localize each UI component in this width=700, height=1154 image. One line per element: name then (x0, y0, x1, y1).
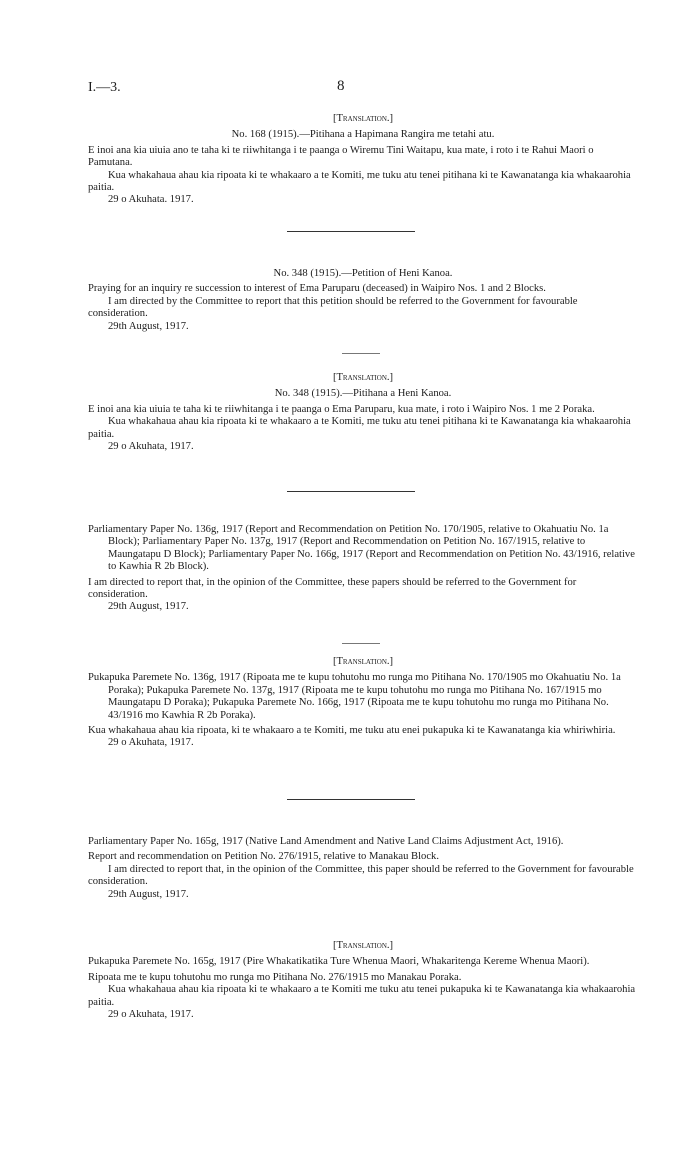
document-reference: I.—3. (88, 80, 121, 95)
section-divider (287, 231, 415, 232)
report-date: 29th August, 1917. (108, 888, 189, 900)
section-translation-168 (88, 113, 638, 207)
translation-heading: [Translation.] (332, 940, 394, 951)
petition-title: No. 348 (1915).—Pitihana a Heni Kanoa. (274, 388, 452, 400)
translation-heading: [Translation.] (332, 372, 394, 383)
committee-report: Kua whakahaua ahau kia ripoata ki te whakaaro a te Komiti, me tuku atu tenei pitihana ki te Kawanatanga kia whakaarohia paitia. (88, 416, 631, 440)
report-date: 29 o Akuhata. 1917. (108, 194, 194, 206)
section-translation-348 (88, 372, 638, 453)
paper-title: Parliamentary Paper No. 165g, 1917 (Native Land Amendment and Native Land Claims Adjustment Act, 1916). (88, 836, 564, 847)
petition-prayer: E inoi ana kia uiuia te taha ki te riiwhitanga i te paanga o Ema Paruparu, kua mate, i roto i Waipiro Nos. 1 me 2 Poraka. (88, 403, 595, 415)
section-petition-348 (88, 268, 638, 333)
translation-heading: [Translation.] (332, 113, 394, 124)
report-heading: Ripoata me te kupu tohutohu mo runga mo Pitihana No. 276/1915 mo Manakau Poraka. (88, 971, 462, 983)
committee-report: I am directed by the Committee to report that this petition should be referred to the Government for favourable consideration. (88, 295, 578, 320)
report-heading: Report and recommendation on Petition No. 276/1915, relative to Manakau Block. (88, 851, 439, 863)
section-divider (287, 799, 415, 800)
committee-report: Kua whakahaua ahau kia ripoata, ki te whakaaro a te Komiti, me tuku atu enei pukapuka ki te Kawanatanga kia whiriwhiria. (88, 725, 616, 737)
section-parliamentary-paper-165g (88, 836, 638, 901)
report-date: 29 o Akuhata, 1917. (108, 441, 194, 453)
paper-title: Pukapuka Paremete No. 136g, 1917 (Ripoata me te kupu tohutohu mo runga mo Pitihana No. 170/1905 mo Okahuatiu No. 1a Poraka); Pukapuka Paremete No. 137g, 1917 (Ripoata me te kupu tohutohu mo runga mo Pitihana No. 167/1915 mo Maungatapu D Poraka); Pukapuka Paremete No. 166g, 1917 (Ripoata me te kupu tohutohu mo runga mo Pitihana No. 43/1916 mo Kawhia R 2b Poraka). (88, 672, 621, 721)
translation-heading: [Translation.] (332, 656, 394, 667)
report-date: 29 o Akuhata, 1917. (108, 1009, 194, 1021)
page-number: 8 (337, 78, 345, 94)
report-date: 29 o Akuhata, 1917. (108, 737, 194, 749)
committee-report: Kua whakahaua ahau kia ripoata ki te whakaaro a te Komiti, me tuku atu tenei pitihana ki te Kawanatanga kia whakaarohia paitia. (88, 169, 631, 194)
petition-prayer: Praying for an inquiry re succession to interest of Ema Paruparu (deceased) in Waipiro Nos. 1 and 2 Blocks. (88, 283, 546, 295)
short-divider (342, 643, 380, 644)
petition-title: No. 168 (1915).—Pitihana a Hapimana Rangira me tetahi atu. (231, 129, 495, 141)
committee-report: I am directed to report that, in the opinion of the Committee, these papers should be referred to the Government for consideration. (88, 576, 577, 601)
report-date: 29th August, 1917. (108, 601, 189, 613)
paper-title: Parliamentary Paper No. 136g, 1917 (Report and Recommendation on Petition No. 170/1905, relative to Okahuatiu No. 1a Block); Parliamentary Paper No. 137g, 1917 (Report and Recommendation on Petition No. 167/1915, relative to Maungatapu D Block); Parliamentary Paper No. 166g, 1917 (Report and Recommendation on Petition No. 43/1916, relative to Kawhia R 2b Block). (88, 524, 635, 573)
committee-report: I am directed to report that, in the opinion of the Committee, this paper should be referred to the Government for favourable consideration. (88, 863, 634, 888)
section-divider (287, 491, 415, 492)
section-pukapuka-paremete-136g (88, 656, 638, 750)
petition-title: No. 348 (1915).—Petition of Heni Kanoa. (273, 268, 453, 279)
paper-title: Pukapuka Paremete No. 165g, 1917 (Pire Whakatikatika Ture Whenua Maori, Whakaritenga Kereme Whenua Maori). (88, 956, 590, 968)
petition-prayer: E inoi ana kia uiuia ano te taha ki te riiwhitanga i te paanga o Wiremu Tini Waitapu, kua mate, i roto i te Rahui Maori o Pamutana. (88, 144, 594, 169)
section-parliamentary-papers-136g (88, 524, 638, 614)
committee-report: Kua whakahaua ahau kia ripoata ki te whakaaro a te Komiti me tuku atu tenei pukapuka ki te Kawanatanga kia whakaarohia paitia. (88, 984, 636, 1008)
section-pukapuka-paremete-165g (88, 940, 638, 1021)
short-divider (342, 353, 380, 354)
report-date: 29th August, 1917. (108, 320, 189, 332)
